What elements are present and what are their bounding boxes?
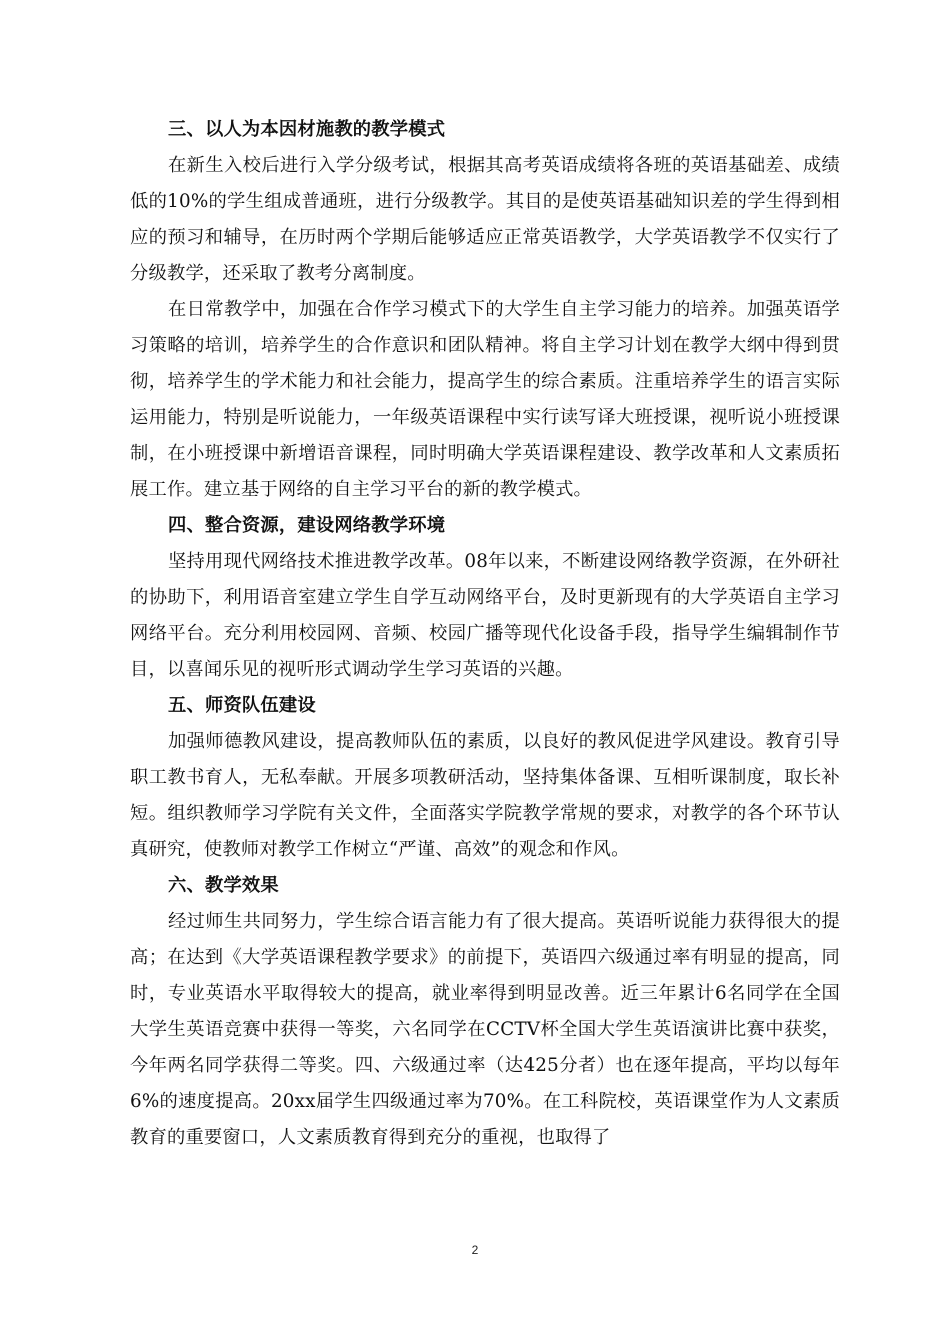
section-heading-4: 四、整合资源，建设网络教学环境	[168, 515, 446, 536]
paragraph: 坚持用现代网络技术推进教学改革。08年以来，不断建设网络教学资源，在外研社的协助下，利用语音室建立学生自学互动网络平台，及时更新现有的大学英语自主学习网络平台。充分利用校园网、音频、校园广播等现代化设备手段，指导学生编辑制作节目，以喜闻乐见的视听形式调动学生学习英语的兴趣。	[130, 551, 840, 680]
section-heading-3: 三、以人为本因材施教的教学模式	[168, 119, 446, 140]
section-heading-5: 五、师资队伍建设	[168, 695, 316, 716]
section-heading-6: 六、教学效果	[168, 875, 279, 896]
paragraph: 经过师生共同努力，学生综合语言能力有了很大提高。英语听说能力获得很大的提高；在达到《大学英语课程教学要求》的前提下，英语四六级通过率有明显的提高，同时，专业英语水平取得较大的提高，就业率得到明显改善。近三年累计6名同学在全国大学生英语竞赛中获得一等奖，六名同学在CCTV杯全国大学生英语演讲比赛中获奖，今年两名同学获得二等奖。四、六级通过率（达425分者）也在逐年提高，平均以每年6%的速度提高。20xx届学生四级通过率为70%。在工科院校，英语课堂作为人文素质教育的重要窗口，人文素质教育得到充分的重视，也取得了	[130, 911, 840, 1148]
document-body	[130, 112, 840, 1156]
paragraph: 在日常教学中，加强在合作学习模式下的大学生自主学习能力的培养。加强英语学习策略的培训，培养学生的合作意识和团队精神。将自主学习计划在教学大纲中得到贯彻，培养学生的学术能力和社会能力，提高学生的综合素质。注重培养学生的语言实际运用能力，特别是听说能力，一年级英语课程中实行读写译大班授课，视听说小班授课制，在小班授课中新增语音课程，同时明确大学英语课程建设、教学改革和人文素质拓展工作。建立基于网络的自主学习平台的新的教学模式。	[130, 299, 840, 500]
page-number: 2	[471, 1243, 479, 1257]
paragraph: 在新生入校后进行入学分级考试，根据其高考英语成绩将各班的英语基础差、成绩低的10%的学生组成普通班，进行分级教学。其目的是使英语基础知识差的学生得到相应的预习和辅导，在历时两个学期后能够适应正常英语教学，大学英语教学不仅实行了分级教学，还采取了教考分离制度。	[130, 155, 840, 284]
paragraph: 加强师德教风建设，提高教师队伍的素质，以良好的教风促进学风建设。教育引导职工教书育人，无私奉献。开展多项教研活动，坚持集体备课、互相听课制度，取长补短。组织教师学习学院有关文件，全面落实学院教学常规的要求，对教学的各个环节认真研究，使教师对教学工作树立“严谨、高效”的观念和作风。	[130, 731, 840, 860]
